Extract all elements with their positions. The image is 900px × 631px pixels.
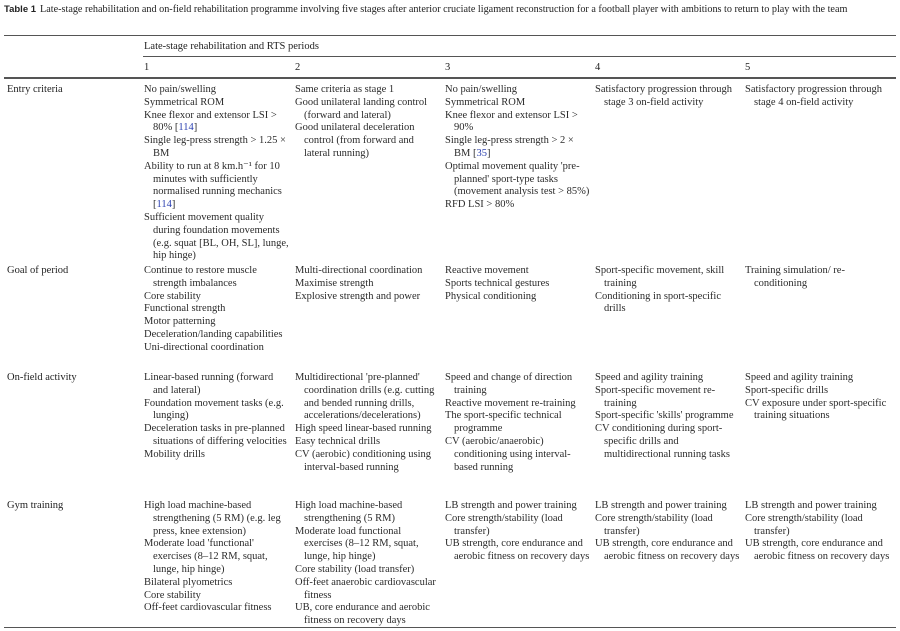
list-item: Uni-directional coordination (144, 341, 264, 353)
cell-entry-criteria-stage-3 (445, 84, 591, 212)
list-item: Sufficient movement quality during foundation movements (e.g. squat [BL, OH, SL], lunge, hip hinge) (144, 211, 289, 262)
list-item: CV (aerobic) conditioning using interval-based running (295, 448, 431, 473)
stage-header-1: 1 (144, 62, 150, 73)
row-label-on-field-activity: On-field activity (7, 372, 77, 383)
cell-on-field-activity-stage-3 (445, 372, 591, 474)
list-item: Training simulation/ re-conditioning (745, 265, 845, 289)
list-item: Core stability (load transfer) (295, 563, 415, 575)
list-item: CV exposure under sport-specific training situations (745, 397, 887, 422)
list-item: Multidirectional 'pre-planned' coordination drills (e.g. cutting and bended running drills, accelerations/decelerations) (295, 372, 435, 422)
list-item: Sport-specific movement, skill training (595, 265, 725, 289)
list-item: No pain/swelling (144, 84, 217, 95)
reference-link[interactable]: 114 (156, 199, 172, 211)
list-item: Optimal movement quality 'pre-planned' sport-type tasks (movement analysis test > 85%) (445, 160, 590, 198)
list-item: Easy technical drills (295, 435, 381, 447)
list-item: Bilateral plyometrics (144, 576, 233, 588)
list-item: Symmetrical ROM (445, 96, 526, 108)
cell-gym-training-stage-3 (445, 500, 591, 564)
stage-header-3: 3 (445, 62, 451, 73)
list-item: Sports technical gestures (445, 277, 550, 289)
cell-entry-criteria-stage-2 (295, 84, 441, 161)
list-item: UB strength, core endurance and aerobic fitness on recovery days (745, 538, 890, 563)
list-item: Continue to restore muscle strength imbalances (144, 265, 257, 289)
list-item: No pain/swelling (445, 84, 518, 95)
list-item: Reactive movement re-training (445, 397, 576, 409)
stage-header-2: 2 (295, 62, 301, 73)
cell-on-field-activity-stage-2 (295, 372, 441, 474)
cell-goal-of-period-stage-1 (144, 265, 290, 355)
list-item: LB strength and power training (745, 500, 877, 511)
list-item: Core stability (144, 290, 201, 302)
list-item: Good unilateral landing control (forward and lateral) (295, 96, 428, 121)
list-item: Off-feet cardiovascular fitness (144, 602, 272, 614)
caption-text: Late-stage rehabilitation and on-field rehabilitation programme involving five stages after anterior cruciate ligament reconstruction for a football player with ambitions to return to play with the team (40, 4, 848, 15)
cell-gym-training-stage-5 (745, 500, 891, 564)
row-label-gym-training: Gym training (7, 500, 64, 511)
list-item: UB strength, core endurance and aerobic fitness on recovery days (445, 538, 590, 563)
list-item: Multi-directional coordination (295, 265, 423, 276)
list-item: Core strength/stability (load transfer) (445, 512, 563, 537)
list-item: Single leg-press strength > 1.25 × BM (144, 135, 286, 159)
cell-goal-of-period-stage-3 (445, 265, 591, 303)
list-item: Moderate load functional exercises (8–12 RM, squat, lunge, hip hinge) (295, 525, 419, 563)
list-item: High load machine-based strengthening (5 RM) (295, 500, 403, 524)
list-item: CV conditioning during sport-specific drills and multidirectional running tasks (595, 423, 730, 460)
list-item: Explosive strength and power (295, 290, 421, 302)
list-item: Sport-specific drills (745, 384, 829, 396)
list-item: Symmetrical ROM (144, 96, 225, 108)
list-item: Speed and agility training (745, 372, 854, 383)
table-caption (4, 3, 894, 17)
stage-header-5: 5 (745, 62, 751, 73)
cell-goal-of-period-stage-2 (295, 265, 441, 303)
list-item: Off-feet anaerobic cardiovascular fitness (295, 576, 436, 601)
list-item: UB, core endurance and aerobic fitness on recovery days (295, 602, 430, 627)
list-item: Moderate load 'functional' exercises (8–12 RM, squat, lunge, hip hinge) (144, 538, 268, 575)
list-item: Knee flexor and extensor LSI > 80% [114] (144, 109, 277, 134)
list-item: Speed and change of direction training (445, 372, 573, 396)
list-item: Conditioning in sport-specific drills (595, 290, 721, 315)
cell-on-field-activity-stage-1 (144, 372, 290, 462)
bottom-rule (4, 627, 896, 628)
header-bottom-rule (4, 77, 896, 79)
row-label-goal-of-period: Goal of period (7, 265, 69, 276)
list-item: Physical conditioning (445, 290, 537, 302)
list-item: Sport-specific 'skills' programme (595, 410, 734, 422)
list-item: Core stability (144, 589, 201, 601)
list-item: Motor patterning (144, 316, 216, 328)
list-item: Good unilateral deceleration control (from forward and lateral running) (295, 122, 415, 159)
reference-link[interactable]: 35 (476, 147, 487, 159)
cell-entry-criteria-stage-5 (745, 84, 891, 110)
cell-entry-criteria-stage-1 (144, 84, 290, 263)
list-item: High load machine-based strengthening (5 RM) (e.g. leg press, knee extension) (144, 500, 281, 537)
stage-header-4: 4 (595, 62, 601, 73)
list-item: Same criteria as stage 1 (295, 84, 395, 95)
list-item: UB strength, core endurance and aerobic fitness on recovery days (595, 538, 740, 563)
list-item: Functional strength (144, 303, 226, 315)
cell-on-field-activity-stage-4 (595, 372, 741, 462)
list-item: Satisfactory progression through stage 3 on-field activity (595, 84, 733, 108)
top-rule (4, 35, 896, 36)
cell-gym-training-stage-4 (595, 500, 741, 564)
cell-entry-criteria-stage-4 (595, 84, 741, 110)
list-item: Satisfactory progression through stage 4 on-field activity (745, 84, 883, 108)
table-label: Table 1 (4, 4, 37, 15)
list-item: Speed and agility training (595, 372, 704, 383)
list-item: Single leg-press strength > 2 × BM [35] (445, 135, 574, 159)
list-item: Knee flexor and extensor LSI > 90% (445, 109, 578, 134)
list-item: Ability to run at 8 km.h⁻¹ for 10 minutes with sufficiently normalised running mechanics [114] (144, 160, 282, 211)
list-item: Linear-based running (forward and lateral) (144, 372, 274, 396)
cell-gym-training-stage-2 (295, 500, 441, 628)
list-item: The sport-specific technical programme (445, 410, 562, 435)
list-item: Mobility drills (144, 448, 205, 460)
list-item: CV (aerobic/anaerobic) conditioning using interval-based running (445, 435, 571, 473)
list-item: Reactive movement (445, 265, 529, 276)
cell-goal-of-period-stage-5 (745, 265, 891, 291)
list-item: High speed linear-based running (295, 423, 432, 435)
row-label-entry-criteria: Entry criteria (7, 84, 63, 95)
group-rule (143, 56, 896, 57)
list-item: Deceleration/landing capabilities (144, 328, 283, 340)
list-item: Deceleration tasks in pre-planned situations of differing velocities (144, 423, 287, 447)
list-item: LB strength and power training (595, 500, 727, 511)
list-item: LB strength and power training (445, 500, 577, 511)
cell-on-field-activity-stage-5 (745, 372, 891, 423)
reference-link[interactable]: 114 (178, 122, 194, 134)
list-item: Maximise strength (295, 277, 374, 289)
cell-gym-training-stage-1 (144, 500, 290, 615)
list-item: Foundation movement tasks (e.g. lunging) (144, 397, 284, 422)
list-item: Core strength/stability (load transfer) (745, 512, 863, 537)
cell-goal-of-period-stage-4 (595, 265, 741, 316)
group-header: Late-stage rehabilitation and RTS periods (144, 41, 319, 52)
list-item: RFD LSI > 80% (445, 199, 515, 211)
list-item: Sport-specific movement re-training (595, 384, 716, 409)
list-item: Core strength/stability (load transfer) (595, 512, 713, 537)
